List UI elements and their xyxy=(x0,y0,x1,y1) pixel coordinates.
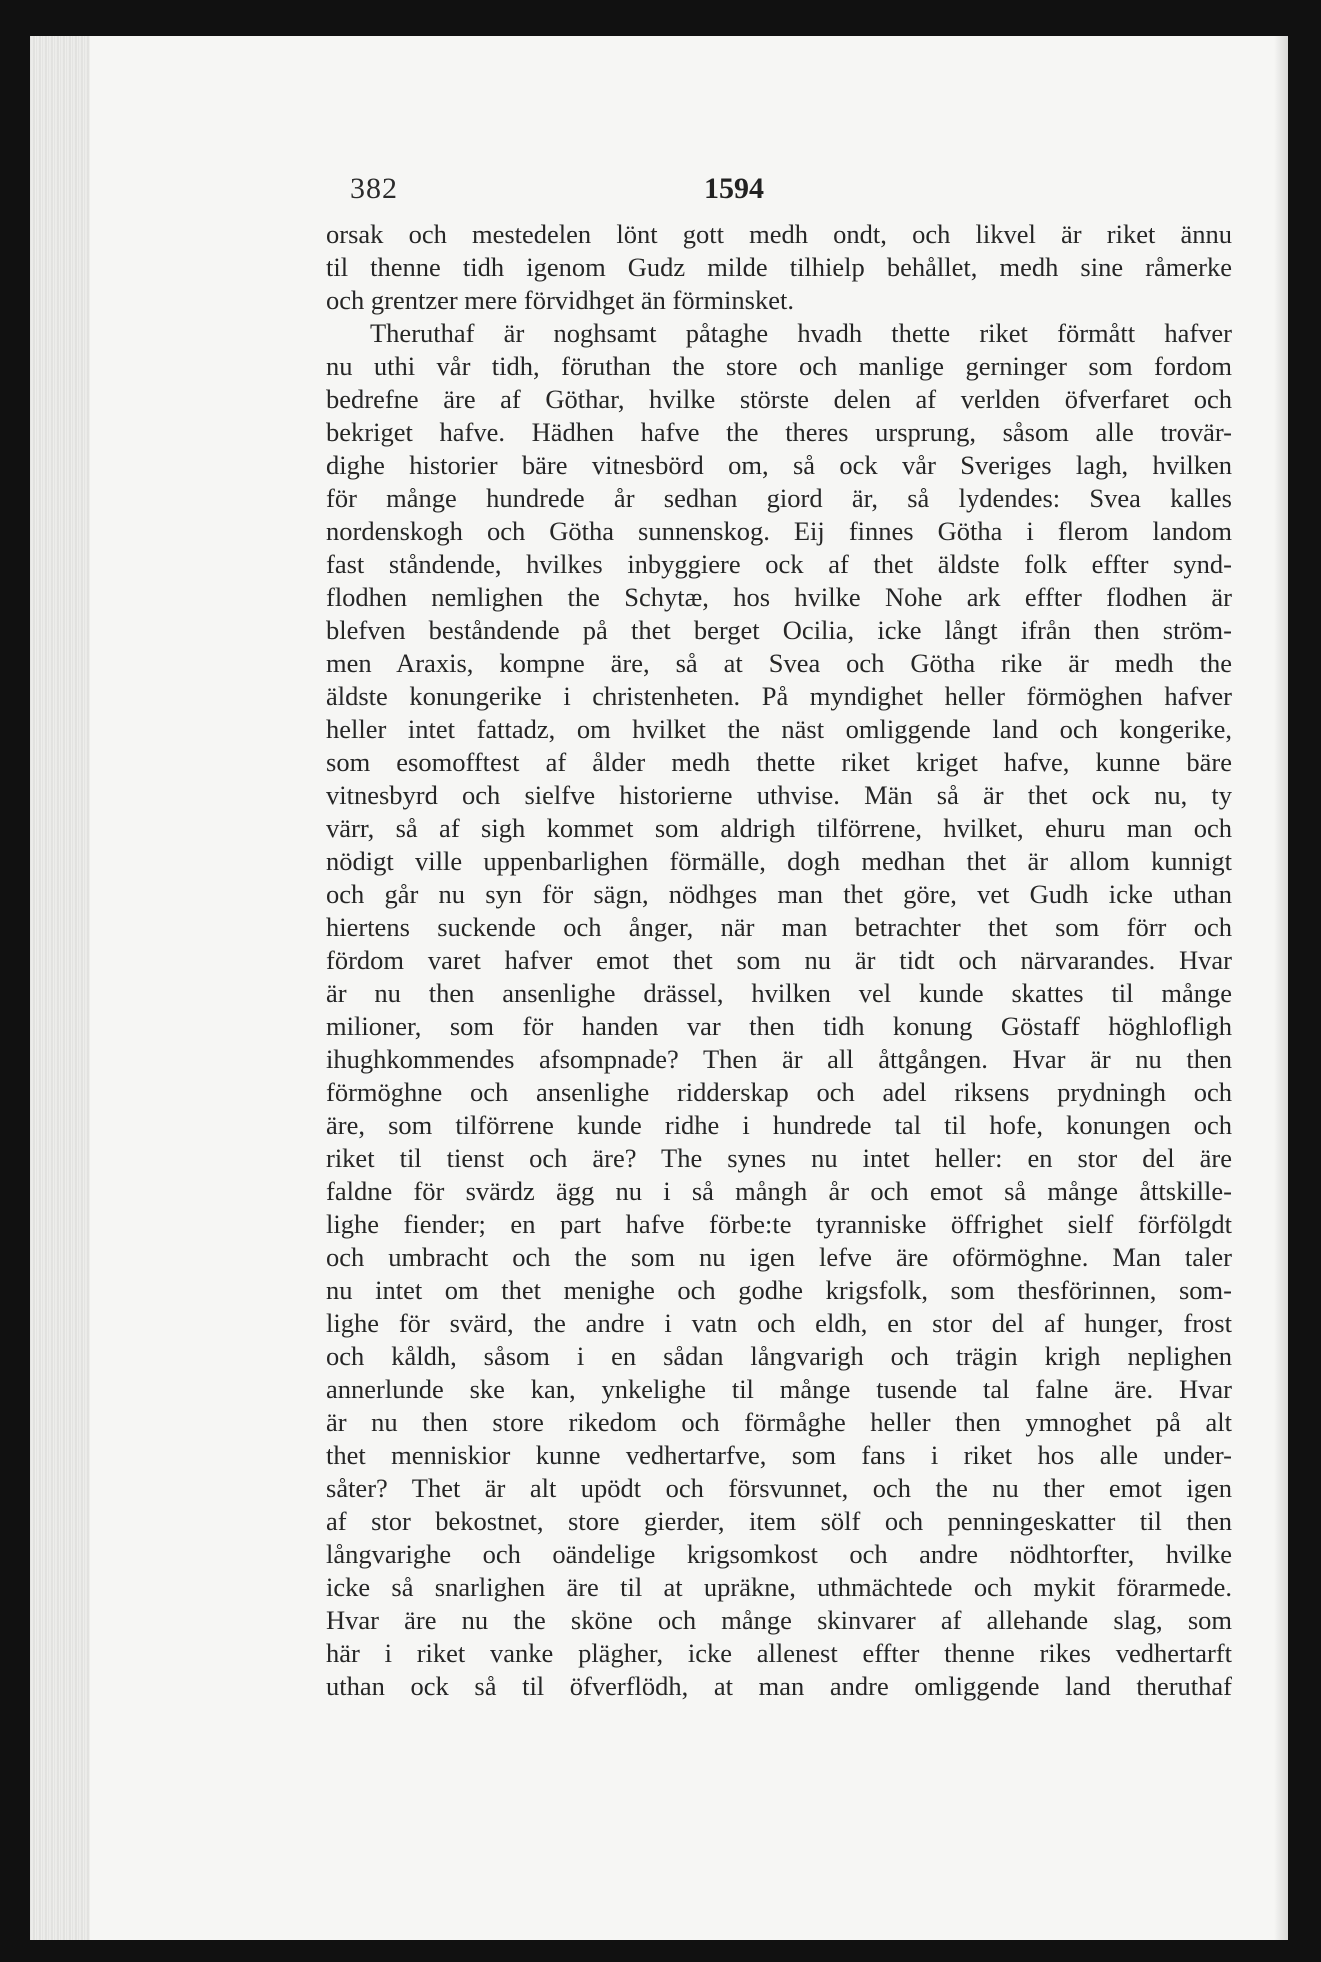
text-line: blefven beståndende på thet berget Ocilia, icke långt ifrån then ström- xyxy=(326,615,1232,645)
text-line: som esomofftest af ålder medh thette riket kriget hafve, kunne bäre xyxy=(326,747,1232,777)
text-line: äldste konungerike i christenheten. På myndighet heller förmöghen hafver xyxy=(326,681,1232,711)
text-line: hiertens suckende och ånger, när man betrachter thet som förr och xyxy=(326,912,1232,942)
text-line: men Araxis, kompne äre, så at Svea och Götha rike är medh the xyxy=(326,648,1232,678)
text-line: orsak och mestedelen lönt gott medh ondt, och likvel är riket ännu xyxy=(326,219,1232,249)
page-number: 382 xyxy=(350,172,398,205)
body-text xyxy=(326,218,1232,1703)
text-line: är nu then ansenlighe drässel, hvilken vel kunde skattes til månge xyxy=(326,978,1232,1008)
text-line: värr, så af sigh kommet som aldrigh tilförrene, hvilket, ehuru man och xyxy=(326,813,1232,843)
page-edges xyxy=(30,36,90,1940)
text-line: faldne för svärdz ägg nu i så mångh år och emot så månge åttskille- xyxy=(326,1176,1232,1206)
text-line: såter? Thet är alt upödt och försvunnet, och the nu ther emot igen xyxy=(326,1473,1232,1503)
text-line: lighe för svärd, the andre i vatn och eldh, en stor del af hunger, frost xyxy=(326,1308,1232,1338)
text-line: icke så snarlighen äre til at upräkne, uthmächtede och mykit förarmede. xyxy=(326,1572,1232,1602)
text-line: långvarighe och oändelige krigsomkost och andre nödhtorfter, hvilke xyxy=(326,1539,1232,1569)
text-line: äre, som tilförrene kunde ridhe i hundrede tal til hofe, konungen och xyxy=(326,1110,1232,1140)
running-head-year: 1594 xyxy=(704,172,764,205)
text-line: och grentzer mere förvidhget än förminsket. xyxy=(326,285,794,315)
text-line: är nu then store rikedom och förmåghe heller then ymnoghet på alt xyxy=(326,1407,1232,1437)
text-line: förmöghne och ansenlighe ridderskap och adel riksens prydningh och xyxy=(326,1077,1232,1107)
page-shadow xyxy=(1274,36,1288,1940)
text-line: annerlunde ske kan, ynkelighe til månge tusende tal falne äre. Hvar xyxy=(326,1374,1232,1404)
text-line: här i riket vanke plägher, icke allenest effter thenne rikes vedhertarft xyxy=(326,1638,1232,1668)
text-line: riket til tienst och äre? The synes nu intet heller: en stor del äre xyxy=(326,1143,1232,1173)
text-line: heller intet fattadz, om hvilket the näst omliggende land och kongerike, xyxy=(326,714,1232,744)
text-line: nu uthi vår tidh, föruthan the store och manlige gerninger som fordom xyxy=(326,351,1232,381)
text-line: och går nu syn för sägn, nödhges man thet göre, vet Gudh icke uthan xyxy=(326,879,1232,909)
text-line: nordenskogh och Götha sunnenskog. Eij finnes Götha i flerom landom xyxy=(326,516,1232,546)
text-line: och kåldh, såsom i en sådan långvarigh och trägin krigh neplighen xyxy=(326,1341,1232,1371)
text-line: thet menniskior kunne vedhertarfve, som fans i riket hos alle under- xyxy=(326,1440,1232,1470)
text-line: ihughkommendes afsompnade? Then är all åttgången. Hvar är nu then xyxy=(326,1044,1232,1074)
text-line: nu intet om thet menighe och godhe krigsfolk, som thesförinnen, som- xyxy=(326,1275,1232,1305)
text-line: Theruthaf är noghsamt påtaghe hvadh thette riket förmått hafver xyxy=(370,318,1232,348)
text-line: fördom varet hafver emot thet som nu är tidt och närvarandes. Hvar xyxy=(326,945,1232,975)
text-line: bedrefne äre af Göthar, hvilke störste delen af verlden öfverfaret och xyxy=(326,384,1232,414)
text-line: dighe historier bäre vitnesbörd om, så ock vår Sveriges lagh, hvilken xyxy=(326,450,1232,480)
text-line: Hvar äre nu the sköne och månge skinvarer af allehande slag, som xyxy=(326,1605,1232,1635)
text-line: uthan ock så til öfverflödh, at man andre omliggende land theruthaf xyxy=(326,1671,1232,1701)
text-line: milioner, som för handen var then tidh konung Göstaff höghlofligh xyxy=(326,1011,1232,1041)
text-line: fast ståndende, hvilkes inbyggiere ock af thet äldste folk effter synd- xyxy=(326,549,1232,579)
text-line: af stor bekostnet, store gierder, item sölf och penningeskatter til then xyxy=(326,1506,1232,1536)
text-line: lighe fiender; en part hafve förbe:te tyranniske öffrighet sielf förfölgdt xyxy=(326,1209,1232,1239)
text-line: och umbracht och the som nu igen lefve äre oförmöghne. Man taler xyxy=(326,1242,1232,1272)
text-line: flodhen nemlighen the Schytæ, hos hvilke Nohe ark effter flodhen är xyxy=(326,582,1232,612)
text-line: vitnesbyrd och sielfve historierne uthvise. Män så är thet ock nu, ty xyxy=(326,780,1232,810)
text-line: för månge hundrede år sedhan giord är, så lydendes: Svea kalles xyxy=(326,483,1232,513)
page-header xyxy=(312,142,1232,205)
text-line: til thenne tidh igenom Gudz milde tilhielp behållet, medh sine råmerke xyxy=(326,252,1232,282)
text-line: bekriget hafve. Hädhen hafve the theres ursprung, såsom alle trovär- xyxy=(326,417,1232,447)
text-line: nödigt ville uppenbarlighen förmälle, dogh medhan thet är allom kunnigt xyxy=(326,846,1232,876)
